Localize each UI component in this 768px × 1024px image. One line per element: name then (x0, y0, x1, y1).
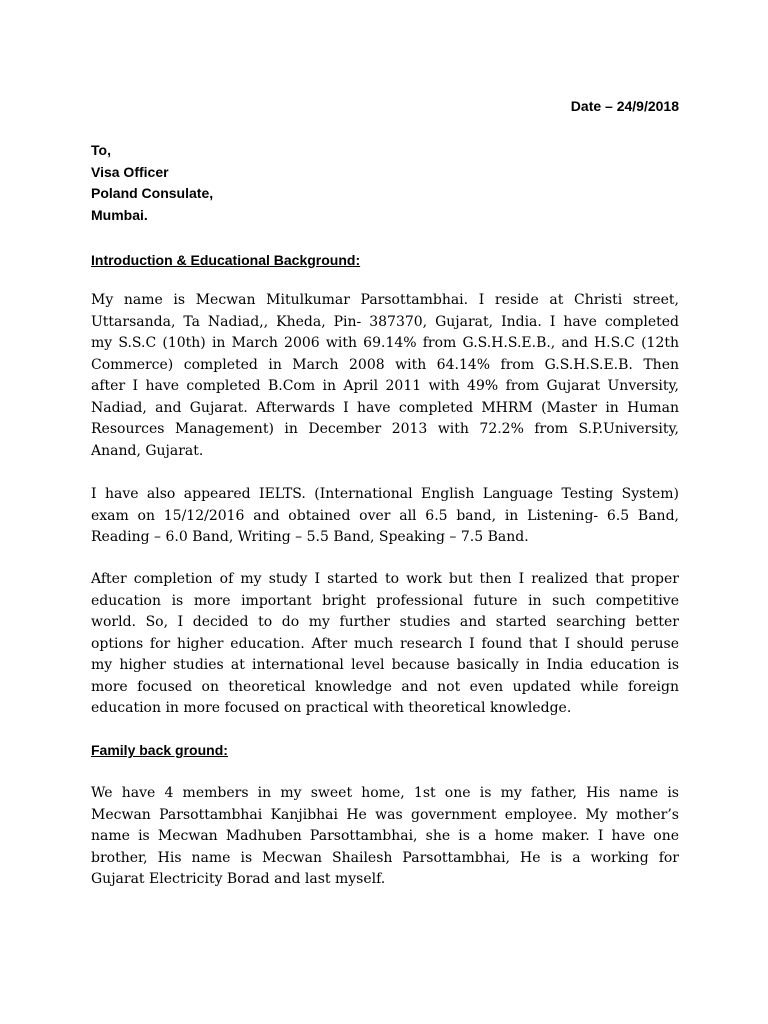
paragraph-line: After completion of my study I started to work but then I realized that proper (91, 571, 679, 587)
recipient-salutation: To, (91, 142, 111, 158)
intro-paragraph (91, 290, 679, 462)
paragraph-line: brother, His name is Mecwan Shailesh Parsottambhai, He is a working for (91, 849, 679, 866)
paragraph-line: my higher studies at international level because basically in India education is (91, 657, 679, 673)
letter-date: Date – 24/9/2018 (570, 98, 679, 114)
paragraph-line: name is Mecwan Madhuben Parsottambhai, she is a home maker. I have one (91, 828, 679, 844)
paragraph-line: Gujarat Electricity Borad and last myself. (91, 871, 386, 887)
paragraph-line: We have 4 members in my sweet home, 1st one is my father, His name is (91, 785, 679, 801)
paragraph-line: Resources Management) in December 2013 with 72.2% from S.P.University, (91, 421, 679, 437)
paragraph-line: education in more focused on practical with theoretical knowledge. (91, 700, 572, 716)
intro-heading: Introduction & Educational Background: (91, 252, 361, 268)
recipient-line-3: Mumbai. (91, 206, 148, 223)
paragraph-line: education is more important bright professional future in such competitive (91, 592, 679, 609)
study-paragraph (91, 569, 679, 720)
paragraph-line: world. So, I decided to do my further studies and started searching better (91, 614, 679, 630)
paragraph-line: Anand, Gujarat. (91, 442, 204, 459)
recipient-line-1: Visa Officer (91, 163, 169, 180)
paragraph-line: Nadiad, and Gujarat. Afterwards I have completed MHRM (Master in Human (91, 399, 679, 416)
recipient-address (91, 140, 213, 226)
paragraph-line: I have also appeared IELTS. (International English Language Testing System) (91, 486, 679, 502)
paragraph-line: Uttarsanda, Ta Nadiad,, Kheda, Pin- 387370, Gujarat, India. I have completed (91, 313, 679, 330)
paragraph-line: Reading – 6.0 Band, Writing – 5.5 Band, Speaking – 7.5 Band. (91, 529, 529, 545)
recipient-line-2: Poland Consulate, (91, 185, 214, 201)
paragraph-line: Commerce) completed in March 2008 with 64.14% from G.S.H.S.E.B. Then (91, 356, 679, 373)
family-heading: Family back ground: (91, 742, 228, 758)
paragraph-line: Mecwan Parsottambhai Kanjibhai He was government employee. My mother’s (91, 806, 679, 823)
paragraph-line: exam on 15/12/2016 and obtained over all 6.5 band, in Listening- 6.5 Band, (91, 507, 679, 524)
paragraph-line: My name is Mecwan Mitulkumar Parsottambhai. I reside at Christi street, (91, 292, 679, 308)
paragraph-line: my S.S.C (10th) in March 2006 with 69.14% from G.S.H.S.E.B., and H.S.C (12th (91, 335, 679, 351)
paragraph-line: options for higher education. After much research I found that I should peruse (91, 635, 679, 652)
family-paragraph (91, 783, 679, 891)
paragraph-line: after I have completed B.Com in April 2011 with 49% from Gujarat Unversity, (91, 378, 679, 394)
ielts-paragraph (91, 484, 679, 549)
paragraph-line: more focused on theoretical knowledge and not even updated while foreign (91, 678, 679, 695)
